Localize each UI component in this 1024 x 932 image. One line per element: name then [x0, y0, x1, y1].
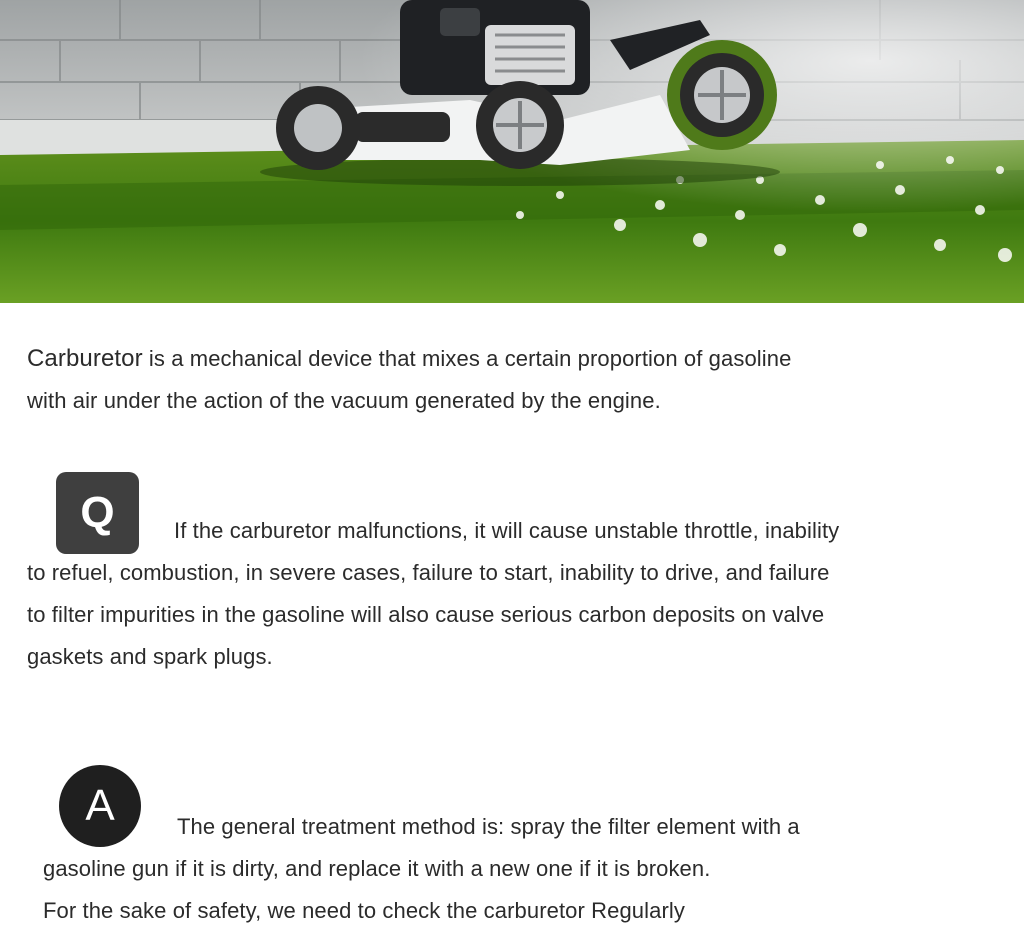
intro-paragraph: [27, 338, 791, 422]
question-line-1: If the carburetor malfunctions, it will cause unstable throttle, inability: [174, 518, 840, 543]
question-paragraph-rest: [27, 552, 830, 678]
question-line-3: to filter impurities in the gasoline will also cause serious carbon deposits on valve: [27, 602, 825, 627]
answer-badge: A: [59, 765, 141, 847]
intro-line-1-rest: is a mechanical device that mixes a certain proportion of gasoline: [142, 346, 792, 371]
intro-lead-term: Carburetor: [27, 345, 143, 372]
lawn-mower-photo: [0, 0, 1024, 303]
answer-paragraph-rest: [43, 848, 710, 932]
answer-line-2: gasoline gun if it is dirty, and replace it with a new one if it is broken.: [43, 856, 711, 881]
question-line-2: to refuel, combustion, in severe cases, failure to start, inability to drive, and failure: [27, 560, 830, 585]
hero-image: [0, 0, 1024, 303]
question-line-4: gaskets and spark plugs.: [27, 644, 273, 669]
answer-line-1: The general treatment method is: spray the filter element with a: [177, 814, 800, 839]
question-badge: Q: [56, 472, 139, 554]
intro-line-2: with air under the action of the vacuum generated by the engine.: [27, 388, 661, 413]
intro-line-1: [27, 338, 791, 380]
answer-line-3: For the sake of safety, we need to check the carburetor Regularly: [43, 898, 685, 923]
